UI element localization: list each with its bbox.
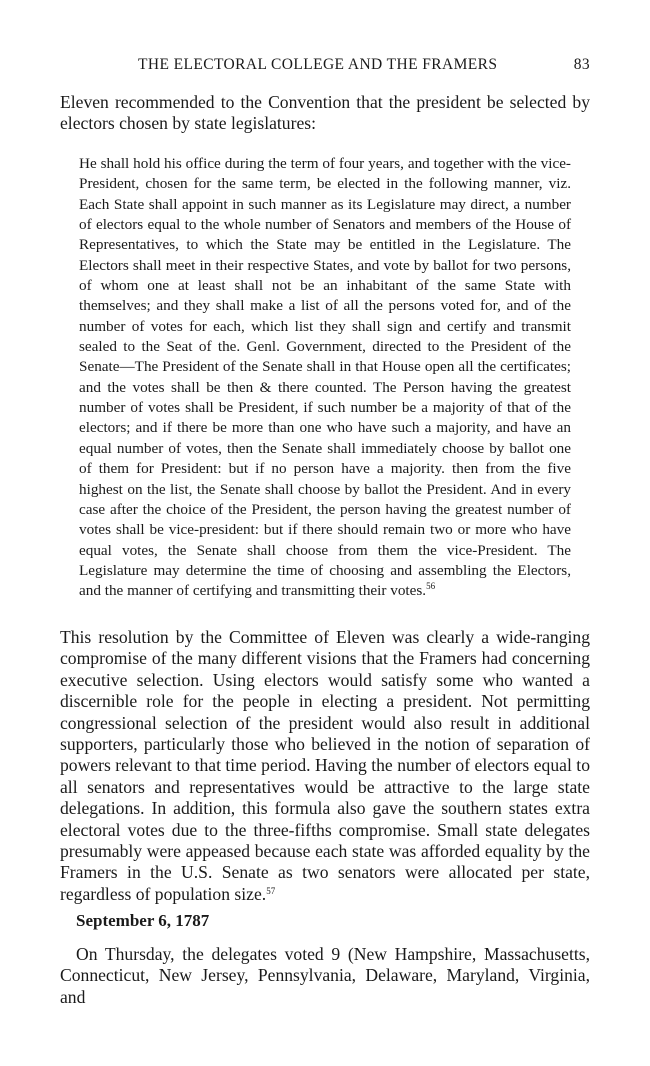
- page-number: 83: [573, 56, 590, 73]
- block-quote: [79, 154, 571, 602]
- quote-body: He shall hold his office during the term of four years, and together with the vice-President, chosen for the same term, be elected in the following manner, viz. Each State shall appoint in such manner as its Legislature may direct, a number of electors equal to the whole number of Senators and members of the House of Representatives, to which the State may be entitled in the Legislature. The Electors shall meet in their respective States, and vote by ballot for two persons, of whom one at least shall not be an inhabitant of the same State with themselves; and they shall make a list of all the persons voted for, and of the number of votes for each, which list they shall sign and certify and transmit sealed to the Seat of the. Genl. Government, directed to the President of the Senate—The President of the Senate shall in that House open all the certificates; and the votes shall be then & there counted. The Person having the greatest number of votes shall be President, if such number be a majority of that of the electors; and if there be more than one who have such a majority, and have an equal number of votes, then the Senate shall immediately choose by ballot one of them for President: but if no person have a majority. then from the five highest on the list, the Senate shall choose by ballot the President. And in every case after the choice of the President, the person having the greatest number of votes shall be vice-president: but if there should remain two or more who have equal votes, the Senate shall choose from them the vice-President. The Legislature may determine the time of choosing and assembling the Electors, and the manner of certifying and transmitting their votes.: [79, 155, 571, 600]
- intro-paragraph: Eleven recommended to the Convention that the president be selected by electors chosen by state legislatures:: [60, 92, 590, 134]
- footnote-ref-57: 57: [266, 885, 276, 896]
- running-title: THE ELECTORAL COLLEGE AND THE FRAMERS: [138, 56, 498, 73]
- analysis-paragraph-block: [60, 627, 590, 905]
- block-quote-text: [79, 154, 571, 602]
- intro-paragraph-block: [60, 92, 590, 135]
- running-header: [60, 56, 590, 78]
- analysis-body: This resolution by the Committee of Eleven was clearly a wide-ranging compromise of the many different visions that the Framers had concerning executive selection. Using electors would satisfy some who wanted a discernible role for the people in electing a president. Not permitting congressional selection of the president would also result in additional supporters, particularly those who believed in the notion of separation of powers relevant to that time period. Having the number of electors equal to all senators and representatives would be attractive to the large state delegations. In addition, this formula also gave the southern states extra electoral votes due to the three-fifths compromise. Small state delegates presumably were appeased because each state was afforded equality by the Framers in the U.S. Senate as two senators were allocated per state, regardless of population size.: [60, 627, 590, 904]
- closing-paragraph-block: [60, 944, 590, 1008]
- analysis-paragraph: [60, 627, 590, 905]
- footnote-ref-56: 56: [426, 581, 436, 592]
- section-heading: September 6, 1787: [76, 911, 210, 930]
- closing-paragraph: On Thursday, the delegates voted 9 (New Hampshire, Massachusetts, Connecticut, New Jersey, Pennsylvania, Delaware, Maryland, Virginia, and: [60, 944, 590, 1007]
